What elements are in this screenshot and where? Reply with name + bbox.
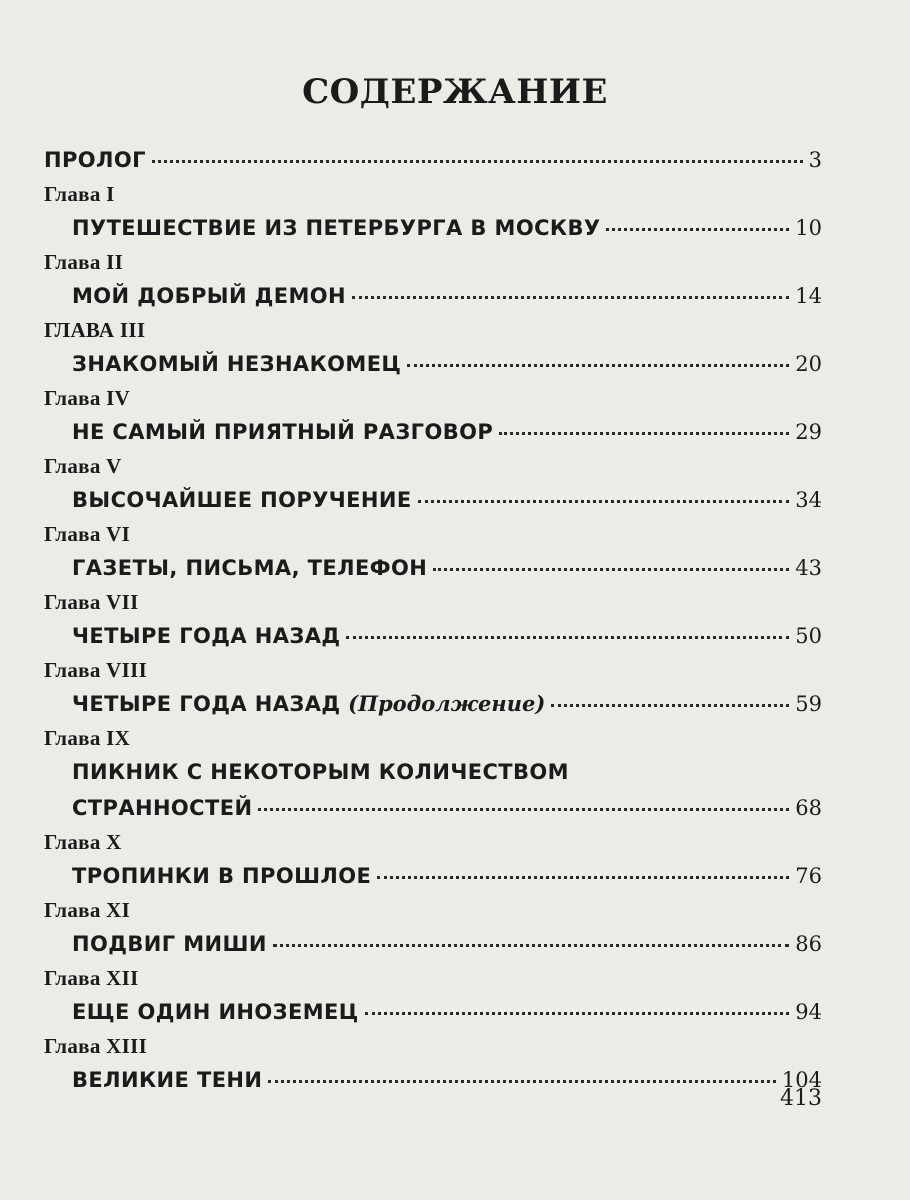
- chapter-heading: Глава XIII: [44, 1034, 148, 1058]
- toc-entry: [44, 1062, 822, 1098]
- toc-entry-label: МОЙ ДОБРЫЙ ДЕМОН: [72, 284, 347, 308]
- toc-page-number: 20: [795, 352, 822, 376]
- dot-leader: [365, 1011, 790, 1015]
- page-title: СОДЕРЖАНИЕ: [302, 72, 608, 112]
- toc-page-number: 14: [795, 284, 822, 308]
- dot-leader: [346, 635, 789, 639]
- toc-entry-label: СТРАННОСТЕЙ: [72, 796, 253, 820]
- toc-entry-label: ПРОЛОГ: [44, 148, 146, 172]
- toc-entry-label: [72, 686, 545, 722]
- toc-entry: [44, 346, 822, 382]
- toc-page-number: 104: [781, 1068, 822, 1092]
- toc-entry-line1: [44, 754, 822, 790]
- toc-entry-label: ВЫСОЧАЙШЕЕ ПОРУЧЕНИЕ: [72, 488, 412, 512]
- toc-entry-label: ГАЗЕТЫ, ПИСЬМА, ТЕЛЕФОН: [72, 556, 428, 580]
- toc-entry: [44, 618, 822, 654]
- dot-leader: [352, 295, 789, 299]
- page-number-folio: 413: [780, 1086, 822, 1111]
- toc-entry: [44, 482, 822, 518]
- dot-leader: [499, 431, 789, 435]
- chapter-heading: Глава XI: [44, 898, 131, 922]
- chapter-heading: Глава X: [44, 830, 122, 854]
- toc-page-number: 50: [795, 624, 822, 648]
- table-of-contents: [44, 142, 822, 1098]
- dot-leader: [407, 363, 789, 367]
- toc-entry: [44, 994, 822, 1030]
- toc-page-number: 76: [795, 864, 822, 888]
- toc-entry: [44, 686, 822, 722]
- dot-leader: [433, 567, 789, 571]
- toc-prologue: [44, 142, 822, 178]
- chapter-heading: Глава VII: [44, 590, 139, 614]
- toc-entry-label: ВЕЛИКИЕ ТЕНИ: [72, 1068, 263, 1092]
- toc-entry-label: НЕ САМЫЙ ПРИЯТНЫЙ РАЗГОВОР: [72, 420, 494, 444]
- chapter-heading: ГЛАВА III: [44, 318, 146, 342]
- chapter-heading: Глава VI: [44, 522, 131, 546]
- toc-entry-title: ЧЕТЫРЕ ГОДА НАЗАД: [72, 692, 341, 716]
- chapter-heading: Глава IV: [44, 386, 131, 410]
- dot-leader: [606, 227, 789, 231]
- toc-entry-label: ЗНАКОМЫЙ НЕЗНАКОМЕЦ: [72, 352, 402, 376]
- chapter-heading: Глава IX: [44, 726, 131, 750]
- toc-entry-label: ЧЕТЫРЕ ГОДА НАЗАД: [72, 624, 341, 648]
- chapter-heading: Глава VIII: [44, 658, 148, 682]
- toc-page-number: 86: [795, 932, 822, 956]
- dot-leader: [152, 159, 803, 163]
- toc-page-number: 29: [795, 420, 822, 444]
- toc-entry-label: ТРОПИНКИ В ПРОШЛОЕ: [72, 864, 372, 888]
- toc-entry-label: ЕЩЕ ОДИН ИНОЗЕМЕЦ: [72, 1000, 359, 1024]
- dot-leader: [268, 1079, 776, 1083]
- toc-entry: [44, 414, 822, 450]
- toc-page-number: 34: [795, 488, 822, 512]
- toc-entry-label: ПИКНИК С НЕКОТОРЫМ КОЛИЧЕСТВОМ: [72, 760, 569, 784]
- toc-page-number: 43: [795, 556, 822, 580]
- chapter-heading: Глава XII: [44, 966, 139, 990]
- dot-leader: [418, 499, 790, 503]
- toc-page-number: 68: [795, 796, 822, 820]
- toc-entry: [44, 210, 822, 246]
- chapter-heading: Глава V: [44, 454, 122, 478]
- toc-page-number: 10: [795, 216, 822, 240]
- toc-entry-suffix: (Продолжение): [348, 691, 546, 716]
- toc-entry: [44, 278, 822, 314]
- chapter-heading: Глава I: [44, 182, 115, 206]
- dot-leader: [258, 807, 789, 811]
- toc-entry-line2: [44, 790, 822, 826]
- toc-entry: [44, 926, 822, 962]
- toc-page-number: 94: [795, 1000, 822, 1024]
- dot-leader: [273, 943, 789, 947]
- toc-entry: [44, 550, 822, 586]
- toc-page-number: 3: [808, 148, 822, 172]
- toc-entry-label: ПОДВИГ МИШИ: [72, 932, 267, 956]
- dot-leader: [377, 875, 789, 879]
- toc-entry: [44, 858, 822, 894]
- chapter-heading: Глава II: [44, 250, 124, 274]
- toc-entry-label: ПУТЕШЕСТВИЕ ИЗ ПЕТЕРБУРГА В МОСКВУ: [72, 216, 601, 240]
- dot-leader: [551, 703, 789, 707]
- toc-page-number: 59: [795, 692, 822, 716]
